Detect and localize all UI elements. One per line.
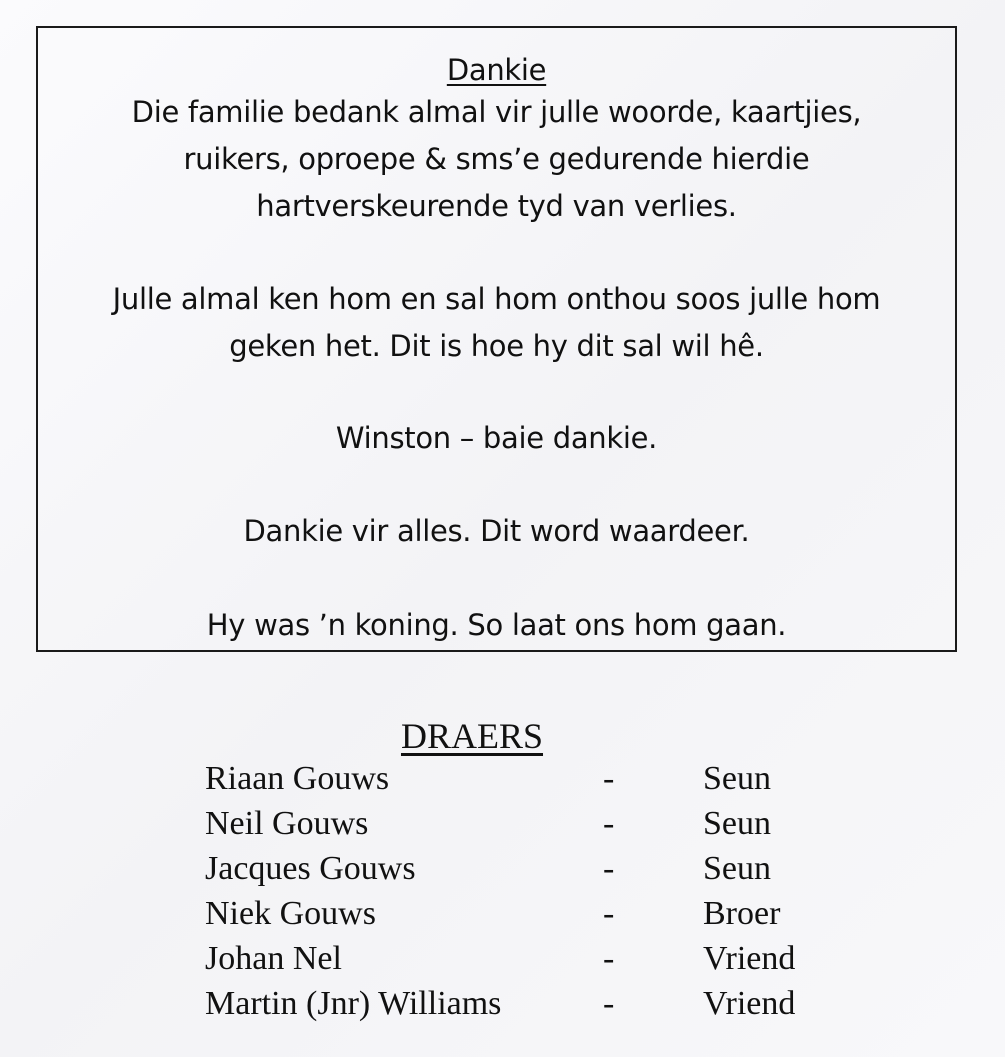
- thanks-line: Winston – baie dankie.: [335, 421, 658, 455]
- thanks-line: hartverskeurende tyd van verlies.: [256, 189, 737, 223]
- thanks-title-line: [38, 52, 955, 88]
- bearer-name: Neil Gouws: [205, 805, 369, 842]
- thanks-line: Hy was ’n koning. So laat ons hom gaan.: [206, 608, 787, 642]
- bearer-relation: Vriend: [703, 940, 796, 977]
- bearer-separator: -: [603, 805, 615, 842]
- bearer-separator: -: [603, 850, 615, 887]
- bearer-row: [0, 756, 1005, 801]
- bearer-relation: Broer: [703, 895, 781, 932]
- bearer-name: Johan Nel: [205, 940, 342, 977]
- thanks-line: geken het. Dit is hoe hy dit sal wil hê.: [229, 329, 764, 363]
- bearer-row: [0, 891, 1005, 936]
- thanks-box: [36, 26, 957, 652]
- bearer-row: [0, 801, 1005, 846]
- bearer-name: Jacques Gouws: [205, 850, 416, 887]
- thanks-line: Dankie vir alles. Dit word waardeer.: [243, 514, 750, 548]
- bearer-name: Niek Gouws: [205, 895, 376, 932]
- thanks-line: Julle almal ken hom en sal hom onthou soos julle hom: [112, 282, 881, 316]
- bearer-relation: Seun: [703, 850, 771, 887]
- thanks-line: Die familie bedank almal vir julle woorde, kaartjies,: [131, 95, 862, 129]
- bearer-row: [0, 846, 1005, 891]
- bearer-separator: -: [603, 985, 615, 1022]
- bearer-row: [0, 981, 1005, 1026]
- bearer-name: Martin (Jnr) Williams: [205, 985, 502, 1022]
- bearer-separator: -: [603, 760, 615, 797]
- bearer-name: Riaan Gouws: [205, 760, 390, 797]
- bearer-separator: -: [603, 895, 615, 932]
- thanks-line: ruikers, oproepe & sms’e gedurende hierdie: [183, 142, 810, 176]
- thanks-title: Dankie: [446, 53, 547, 87]
- bearer-row: [0, 936, 1005, 981]
- bearer-relation: Seun: [703, 760, 771, 797]
- bearer-relation: Seun: [703, 805, 771, 842]
- bearer-separator: -: [603, 940, 615, 977]
- bearer-relation: Vriend: [703, 985, 796, 1022]
- bearers-title: DRAERS: [400, 716, 544, 756]
